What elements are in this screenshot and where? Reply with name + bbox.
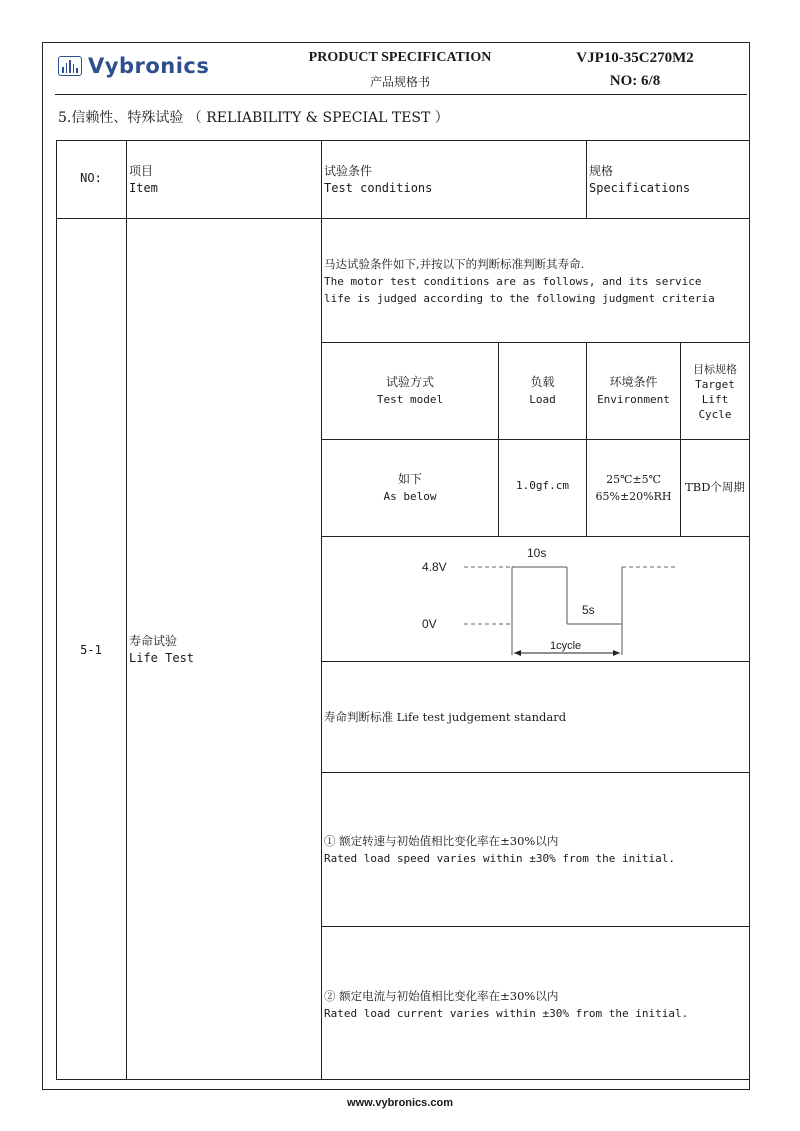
intro-text-en-2: life is judged according to the following judgment criteria (324, 292, 715, 305)
subheader-target-en-3: Cycle (698, 408, 732, 421)
subheader-target-en-2: Lift (701, 393, 729, 406)
item-name-en: Life Test (129, 651, 195, 665)
header-item-cn: 项目 (129, 164, 154, 178)
page-number: NO: 6/8 (609, 73, 661, 89)
intro-text-cn: 马达试验条件如下,并按以下的判断标准判断其寿命. (324, 257, 585, 271)
judgement-title: 寿命判断标准 Life test judgement standard (324, 710, 567, 724)
value-load: 1.0gf.cm (516, 479, 569, 492)
header-specifications-en: Specifications (589, 181, 691, 195)
doc-type-en: PRODUCT SPECIFICATION (308, 50, 492, 65)
section-title: 5.信赖性、特殊试验 （ RELIABILITY & SPECIAL TEST ） (58, 110, 449, 126)
criterion-2-cn: ② 额定电流与初始值相比变化率在±30%以内 (324, 989, 559, 1003)
vybronics-logo (58, 54, 209, 78)
subheader-model-cn: 试验方式 (385, 375, 434, 389)
cycle-arrow-left-head (514, 650, 521, 656)
waveform-on-time-label: 10s (527, 546, 547, 560)
header-no: NO: (80, 171, 102, 185)
part-number: VJP10-35C270M2 (576, 50, 694, 66)
criterion-1-cn: ① 额定转速与初始值相比变化率在±30%以内 (324, 834, 559, 848)
subheader-model-en: Test model (376, 393, 444, 406)
row-number: 5-1 (80, 643, 102, 657)
header-specifications-cn: 规格 (589, 164, 614, 178)
waveform-cycle-label: 1cycle (550, 640, 582, 652)
subheader-target-en-1: Target (695, 378, 735, 391)
subheader-target-cn: 目标规格 (693, 363, 737, 376)
doc-type-cn: 产品规格书 (369, 75, 430, 89)
criterion-2-en: Rated load current varies within ±30% from the initial. (324, 1007, 689, 1020)
logo-text: Vybronics (88, 54, 210, 78)
item-name-cn: 寿命试验 (129, 634, 178, 648)
waveform-low-label: 0V (422, 617, 437, 631)
header-conditions-en: Test conditions (324, 181, 433, 195)
subheader-load-en: Load (529, 393, 556, 406)
subheader-environment-cn: 环境条件 (609, 375, 658, 389)
value-target: TBD个周期 (685, 480, 745, 494)
subheader-environment-en: Environment (597, 393, 670, 406)
test-cycle-waveform (322, 537, 749, 661)
cycle-arrow-right-head (613, 650, 620, 656)
header-item-en: Item (129, 181, 158, 195)
footer-website: www.vybronics.com (347, 1097, 453, 1109)
header-conditions-cn: 试验条件 (324, 164, 373, 178)
waveform-off-time-label: 5s (582, 603, 595, 617)
value-model-cn: 如下 (397, 472, 422, 486)
header-divider (55, 94, 747, 95)
value-model-en: As below (383, 490, 437, 503)
intro-text-en-1: The motor test conditions are as follows, and its service (324, 275, 702, 288)
logo-icon (58, 56, 82, 76)
value-environment-humidity: 65%±20%RH (595, 490, 672, 503)
criterion-1-en: Rated load speed varies within ±30% from the initial. (324, 852, 675, 865)
waveform-high-label: 4.8V (422, 560, 447, 574)
value-environment-temp: 25℃±5℃ (606, 473, 661, 486)
subheader-load-cn: 负载 (530, 375, 555, 389)
